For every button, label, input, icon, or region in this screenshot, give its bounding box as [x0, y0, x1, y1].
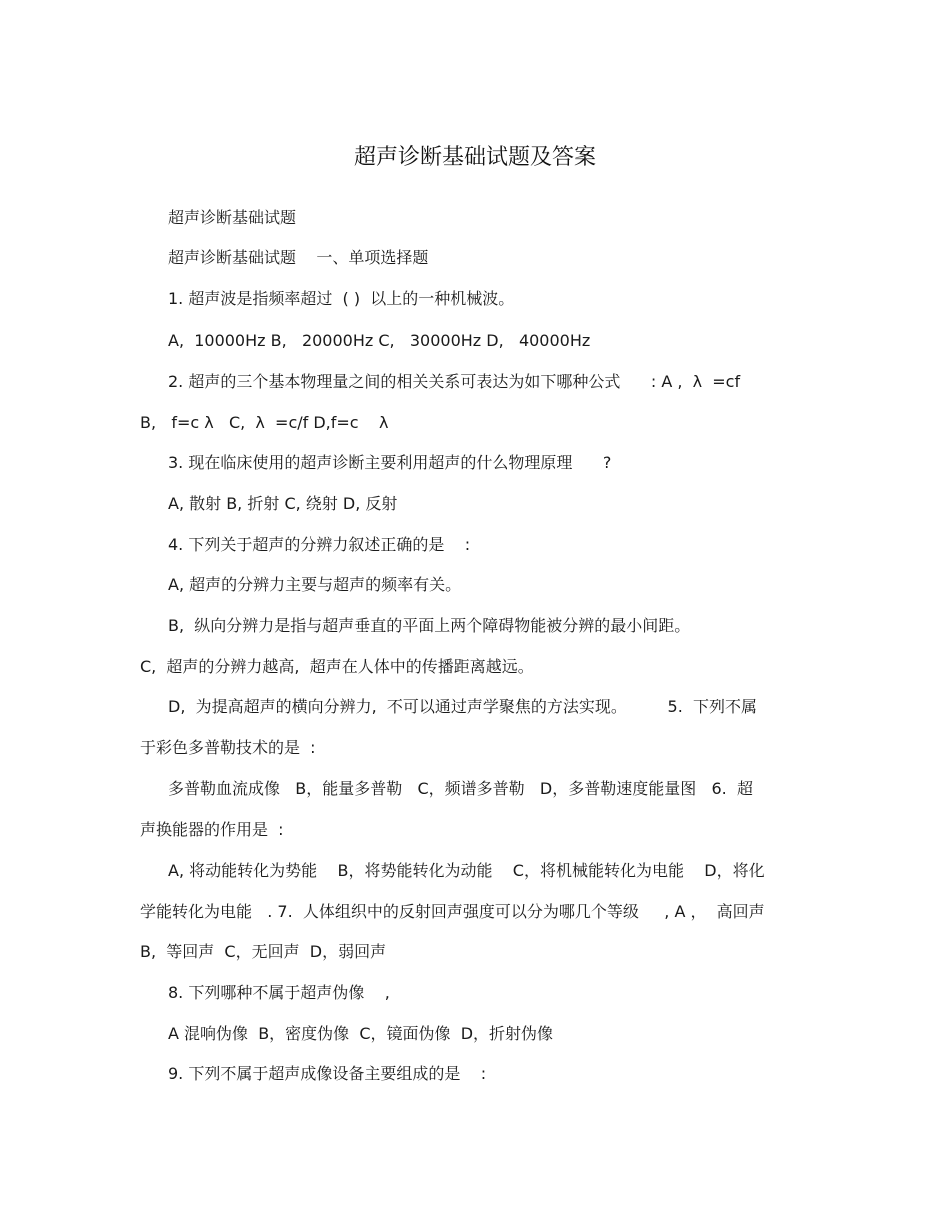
question-5-cont: 于彩色多普勒技术的是 : [140, 738, 316, 757]
question-9: 9. 下列不属于超声成像设备主要组成的是 : [168, 1064, 487, 1083]
question-2: 2. 超声的三个基本物理量之间的相关关系可表达为如下哪种公式 : A , λ =cf [168, 372, 741, 391]
question-6-cont: 声换能器的作用是 : [140, 820, 284, 839]
question-1-options: A, 10000Hz B, 20000Hz C, 30000Hz D, 40000Hz [168, 331, 591, 350]
question-4-option-d: D, 为提高超声的横向分辨力, 不可以通过声学聚焦的方法实现。 5. 下列不属 [168, 697, 757, 716]
question-7: 学能转化为电能 . 7. 人体组织中的反射回声强度可以分为哪几个等级 , A ， 高回声 [140, 902, 765, 921]
question-2-options: B, f=c λ C, λ =c/f D,f=c λ [140, 413, 389, 432]
document-title: 超声诊断基础试题及答案 [353, 145, 596, 170]
question-4-option-a: A, 超声的分辨力主要与超声的频率有关。 [168, 575, 462, 594]
question-5-options: 多普勒血流成像 B，能量多普勒 C，频谱多普勒 D，多普勒速度能量图 6. 超 [168, 779, 753, 798]
question-1: 1. 超声波是指频率超过 ( ) 以上的一种机械波。 [168, 289, 515, 308]
question-3: 3. 现在临床使用的超声诊断主要利用超声的什么物理原理 ? [168, 453, 612, 472]
question-8: 8. 下列哪种不属于超声伪像 , [168, 983, 390, 1002]
question-4-option-c: C, 超声的分辨力越高, 超声在人体中的传播距离越远。 [140, 657, 534, 676]
question-8-options: A 混响伪像 B，密度伪像 C，镜面伪像 D，折射伪像 [168, 1024, 554, 1043]
question-7-options: B, 等回声 C，无回声 D，弱回声 [140, 942, 387, 961]
question-3-options: A, 散射 B, 折射 C, 绕射 D, 反射 [168, 494, 398, 513]
section-heading: 超声诊断基础试题 [168, 208, 297, 227]
question-4-option-b: B, 纵向分辨力是指与超声垂直的平面上两个障碍物能被分辨的最小间距。 [168, 616, 691, 635]
section-subheading: 超声诊断基础试题 一、单项选择题 [168, 248, 429, 267]
question-6-options: A, 将动能转化为势能 B，将势能转化为动能 C，将机械能转化为电能 D，将化 [168, 861, 765, 880]
question-4: 4. 下列关于超声的分辨力叙述正确的是 : [168, 535, 471, 554]
